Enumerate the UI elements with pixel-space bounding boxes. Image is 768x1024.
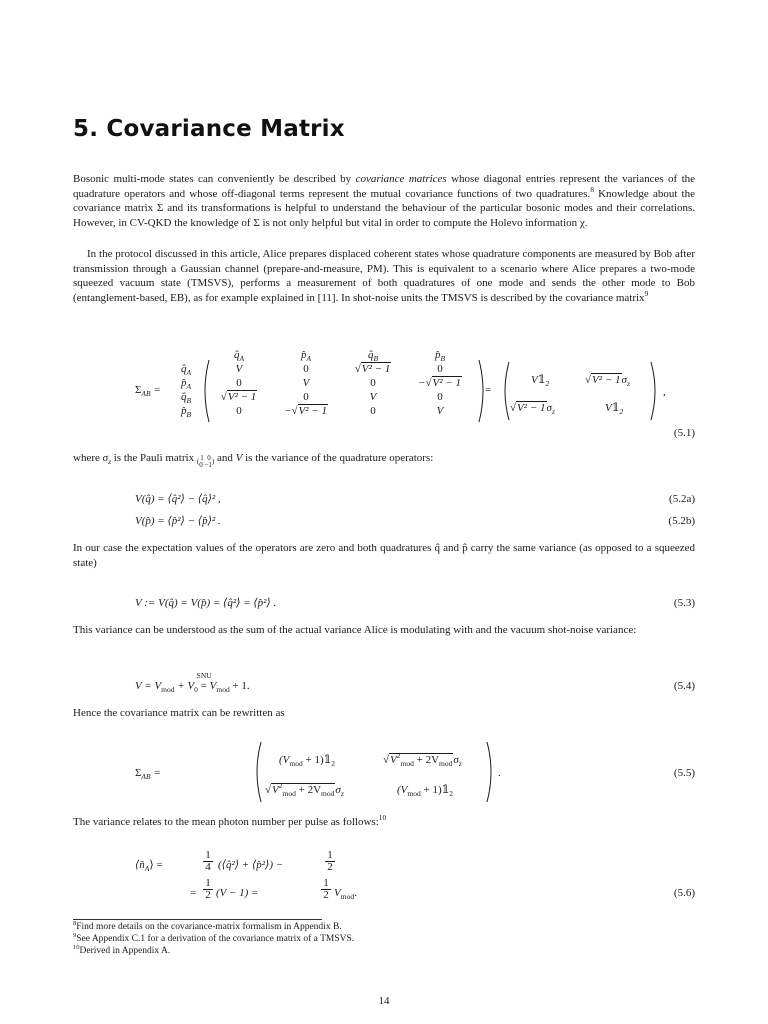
eq51-block-cell: $√V^2 - 1\sigma_z$ (585, 374, 630, 388)
p1-text-b: whose diagonal entries represent the variances of the quadrature operators and whose off-diagonal terms represent the mutual covariance functions of two quadratures. (73, 173, 696, 200)
eq51-col-head: $p̂_A$ (300, 349, 312, 363)
paragraph-pauli: where $\sigma_z$ is the Pauli matrix (1 0 0 −1) and V is the variance of the quadrature operators: (73, 452, 434, 470)
eq51-col-head: $p̂_B$ (434, 349, 446, 363)
footnote-8: $^8$Find more details on the covariance-matrix formalism in Appendix B. (73, 920, 342, 932)
eq55-period: . (498, 767, 501, 779)
footnote-10: $^{10}$Derived in Appendix A. (73, 944, 171, 956)
eq56-vmod: $V_{mod}$. (334, 887, 357, 901)
eq51-cell: 0 (437, 391, 443, 403)
eq51-cell: 0 (236, 405, 242, 417)
footnote-ref-8[interactable]: 8 (590, 184, 594, 194)
eq51-row-head: $q̂_B$ (181, 391, 192, 405)
section-title: Covariance Matrix (106, 116, 345, 142)
eq51-col-head: $q̂_A$ (233, 349, 245, 363)
eq51-block-cell: $√V^2 - 1\sigma_z$ (510, 402, 555, 416)
eq56-line2: (V − 1) = (216, 887, 259, 899)
eq51-row-head: $p̂_A$ (181, 377, 192, 391)
p2-text: In the protocol discussed in this article, Alice prepares displaced coherent states whose quadrature components are measured by Bob after transmission through a Gaussian channel (prepare-and-measure, PM). This is equivalent to a scenario where Alice prepares a two-mode squeezed vacuum state (TMSVS), performs a measurement of both quadratures of one mode and sends the other mode to Bob (entanglement-based, EB), as for example explained in [11]. In shot-noise units the TMSVS is described by the covariance matrix (73, 248, 695, 304)
eq51-row-head: $p̂_B$ (181, 405, 192, 419)
eq51-cell: −√V² − 1 (284, 405, 327, 417)
eq51-lhs: $\Sigma_{AB}$ = (135, 384, 161, 398)
eq55-right-paren (485, 742, 495, 802)
eq55-cell: ($V_{mod}$ + $1)𝟙_2$ (279, 754, 336, 768)
eq51-col-head: $q̂_B$ (367, 349, 379, 363)
eq51-cell: 0 (370, 405, 376, 417)
eq56-equals: = (190, 887, 197, 899)
eq56-frac-half: 1 2 (325, 850, 335, 873)
eq56-frac-half-2: 1 2 (203, 878, 213, 901)
eq56-number: (5.6) (673, 887, 695, 899)
footnote-9: $^9$See Appendix C.1 for a derivation of the covariance matrix of a TMSVS. (73, 932, 355, 944)
footnote-ref-9[interactable]: 9 (644, 288, 649, 298)
eq56-middle: (⟨q̂²⟩ + ⟨p̂²⟩) − (218, 859, 284, 871)
equation-5-4: $V = V_{mod} + V_0$ SNU = $V_{mod} + 1$. (5.4) (135, 671, 695, 694)
paragraph-intro (73, 172, 695, 230)
eq55-number: (5.5) (673, 767, 695, 779)
eq51-cell: 0 (303, 391, 309, 403)
p1-emphasis: covariance matrices (355, 173, 447, 185)
pauli-matrix: (1 0 0 −1) (196, 454, 215, 470)
eq51-block-right-paren (649, 362, 659, 420)
eq56-frac-quarter: 1 4 (203, 850, 213, 873)
section-heading (73, 116, 345, 142)
eq51-equals: = (485, 384, 492, 396)
paragraph-protocol (73, 247, 695, 305)
eq51-cell: V (436, 405, 444, 417)
eq51-number: (5.1) (673, 427, 695, 439)
paragraph-variance-sum: This variance can be understood as the sum of the actual variance Alice is modulating with and the vacuum shot-noise variance: (73, 624, 637, 636)
paragraph-expectation: In our case the expectation values of the operators are zero and both quadratures q̂ and p̂ carry the same variance (as opposed to a squeezed state) (73, 542, 695, 569)
equation-5-3: V := V(q̂) = V(p̂) = ⟨q̂²⟩ = ⟨p̂²⟩ . (5.3) (135, 597, 695, 609)
eq55-cell: ($V_{mod}$ + $1)𝟙_2$ (397, 784, 454, 798)
eq55-cell: $√V^2_{mod} + 2V_{mod}\sigma_z$ (383, 751, 462, 768)
paragraph-photon-number: The variance relates to the mean photon number per pulse as follows:$^{10}$ (73, 813, 387, 828)
p1-text-c: Knowledge about the covariance matrix Σ and its transformations is helpful to understand the behaviour of the particular bosonic modes and their correlations. However, in CV-QKD the knowledge of Σ is not only helpful but vital in order to compute the Holevo information χ. (73, 187, 695, 229)
p1-text-a: Bosonic multi-mode states can conveniently be described by (73, 173, 356, 185)
eq56-lhs: $⟨n̂_A⟩$ = (135, 859, 163, 873)
footnote-rule (73, 919, 322, 920)
eq51-block-cell: $V𝟙_2$ (605, 402, 624, 416)
page-number: 14 (378, 995, 390, 1007)
equation-5-2b: V(p̂) = ⟨p̂²⟩ − ⟨p̂⟩² . (5.2b) (135, 515, 695, 527)
eq55-cell: $√V^2_{mod} + 2V_{mod}\sigma_z$ (265, 781, 344, 798)
eq51-cell: 0 (370, 377, 376, 389)
eq51-cell: V (235, 363, 243, 375)
equation-5-2a: V(q̂) = ⟨q̂²⟩ − ⟨q̂⟩² , (5.2a) (135, 493, 695, 505)
eq51-cell: 0 (437, 363, 443, 375)
eq55-lhs: $\Sigma_{AB}$ = (135, 767, 161, 781)
eq51-block-cell: $V𝟙_2$ (531, 374, 550, 388)
eq51-row-head: $q̂_A$ (181, 363, 192, 377)
eq51-cell: V (369, 391, 377, 403)
eq51-cell: √V² − 1 (220, 391, 257, 403)
eq51-cell: 0 (303, 363, 309, 375)
section-number: 5. (73, 116, 99, 142)
page (73, 0, 695, 1024)
paragraph-rewrite: Hence the covariance matrix can be rewritten as (73, 707, 285, 719)
eq55-left-paren (253, 742, 263, 802)
footnote-ref-10[interactable]: 10 (378, 813, 387, 822)
eq51-cell: V (302, 377, 310, 389)
eq51-cell: −√V² − 1 (418, 377, 461, 389)
eq51-cell: 0 (236, 377, 242, 389)
eq56-frac-half-3: 1 2 (321, 878, 331, 901)
eq51-comma: , (663, 386, 666, 398)
eq51-cell: √V² − 1 (354, 363, 391, 375)
